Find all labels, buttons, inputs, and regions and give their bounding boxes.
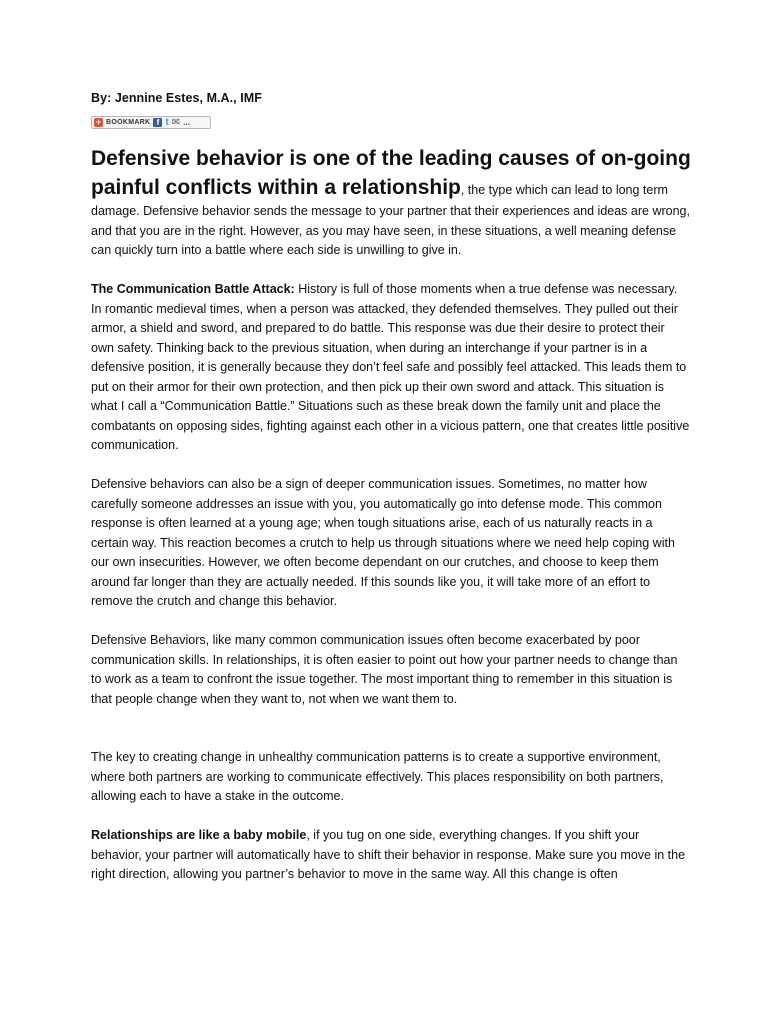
paragraph-key-to-change: The key to creating change in unhealthy communication patterns is to create a supportive environment, where both partners are working to communicate effectively. This places responsibility on both partners, allowing each to have a stake in the outcome.: [91, 750, 664, 803]
section-lead: Relationships are like a baby mobile: [91, 828, 307, 842]
section-body: History is full of those moments when a true defense was necessary. In romantic medieval times, when a person was attacked, they defended themselves. They pulled out their armor, a shield and sword, and prepared to do battle. This response was due their desire to protect their own safety. Thinking back to the previous situation, when during an interchange if your partner is in a defensive position, it is generally because they don’t feel safe and possibly feel attacked. This leads them to put on their armor for their own protection, and then pick up their own sword and attack. This situation is what I call a “Communication Battle.” Situations such as these break down the family unit and place the combatants on opposing sides, fighting against each other in a vicious pattern, one that creates little positive communication.: [91, 282, 690, 452]
paragraph-communication-skills: Defensive Behaviors, like many common communication issues often become exacerbated by poor communication skills. In relationships, it is often easier to point out how your partner needs to change than to work as a team to confront the issue together. The most important thing to remember in this situation is that people change when they want to, not when we want them to.: [91, 633, 678, 706]
bookmark-label: BOOKMARK: [106, 119, 151, 126]
headline-tail: , the type which can lead to long term damage. Defensive behavior sends the message to your partner that their experiences and ideas are wrong, and that you are in the right. However, as you may have seen, in these situations, a well meaning defense can quickly turn into a battle where each side is unwilling to give in.: [91, 183, 690, 257]
mail-icon[interactable]: ✉: [171, 117, 181, 128]
section-lead: The Communication Battle Attack:: [91, 282, 295, 296]
paragraph-deeper-issues: Defensive behaviors can also be a sign of deeper communication issues. Sometimes, no matter how carefully someone addresses an issue with you, you automatically go into defense mode. This common response is often learned at a young age; when tough situations arise, each of us naturally reacts in a certain way. This reaction becomes a crutch to help us through situations where we need help coping with our own insecurities. However, we often become dependant on our crutches, and choose to keep them around far longer than they are actually needed. If this sounds like you, it will take more of an effort to remove the crutch and change this behavior.: [91, 477, 675, 608]
bookmark-share-button[interactable]: [91, 116, 211, 129]
byline: By: Jennine Estes, M.A., IMF: [91, 91, 262, 105]
section-communication-battle: [91, 280, 691, 456]
twitter-icon[interactable]: t: [165, 117, 169, 128]
section-body: , if you tug on one side, everything changes. If you shift your behavior, your partner will automatically have to shift their behavior in response. Make sure you move in the right direction, allowing you partner’s behavior to move in the same way. All this change is often: [91, 828, 686, 881]
headline-paragraph: [91, 144, 691, 261]
headline: Defensive behavior is one of the leading causes of on-going painful conflicts within a relationship: [91, 147, 691, 199]
facebook-icon[interactable]: f: [153, 118, 162, 127]
section-baby-mobile: [91, 826, 691, 885]
article: [91, 86, 691, 885]
plus-icon: +: [95, 117, 102, 127]
more-icon[interactable]: ...: [183, 118, 190, 127]
